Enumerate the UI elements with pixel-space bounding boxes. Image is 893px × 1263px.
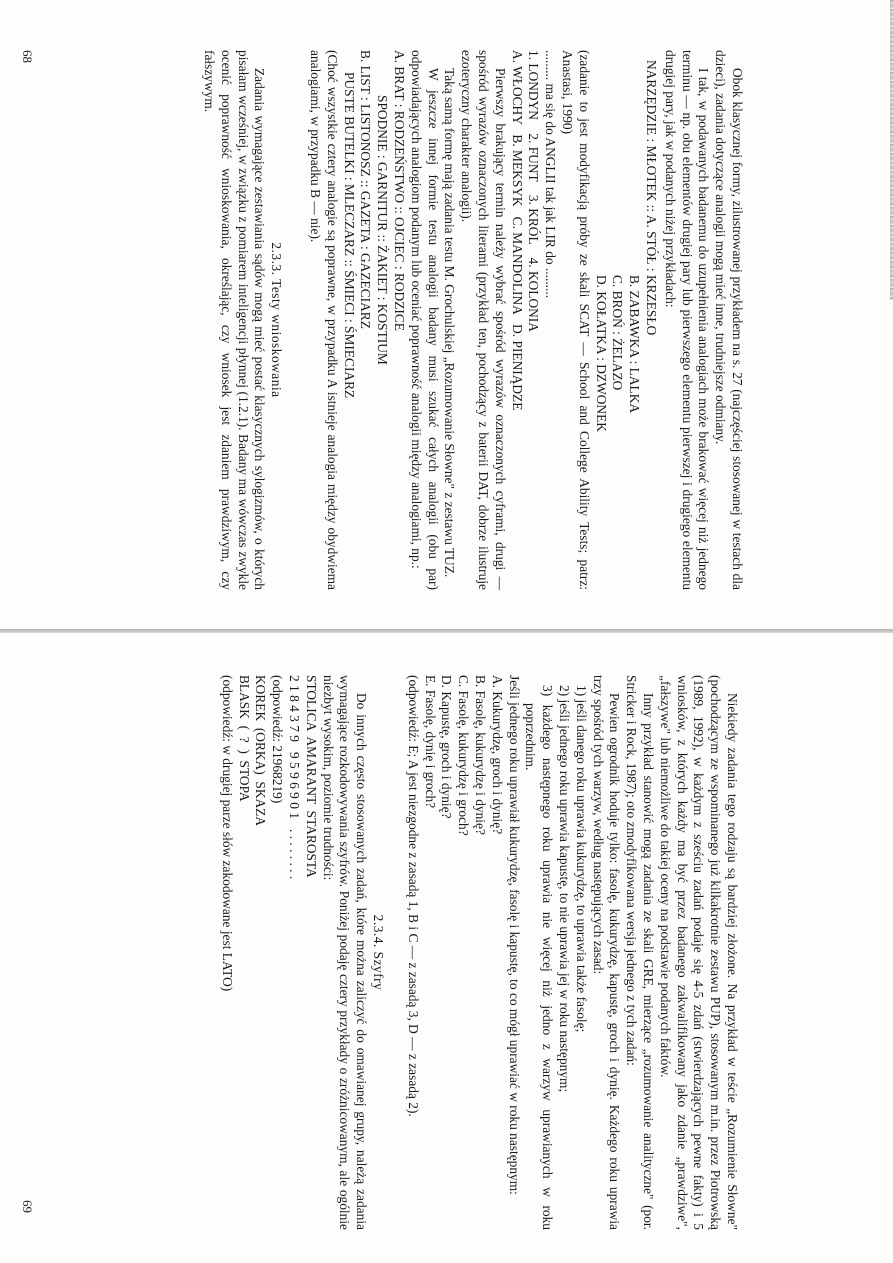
paragraph: Pierwszy brakujący termin należy wybrać spośród wyrazów oznaczonych cyframi, drugi — spośród wyrazów oznaczonych literami (przykład ten, pochodzący z baterii DAT, dobrze ilustruje ezoteryczny charakter analogii). bbox=[459, 50, 508, 590]
code-line: (odpowiedź: 21968219) bbox=[270, 675, 286, 804]
paragraph: Pewien ogrodnik hoduje tylko: fasolę, kukurydzę, kapustę, groch i dynię. Każdego roku uprawia trzy spośród tych warzyw, według następujących zasad: bbox=[590, 675, 623, 1230]
paragraph: Do innych często stosowanych zadań, które można zaliczyć do omawianej grupy, należą zadania wymagające rozkodowywania szyfrów. Poniżej podaję cztery przykłady o zróżnicowanym, ale ogólnie niezbyt wysokim, poziomie trudności: bbox=[320, 675, 370, 1230]
list-item: 3) każdego następnego roku uprawia nie więcej niż jedno z warzyw uprawianych w roku poprzednim. bbox=[523, 685, 556, 1230]
option: B. Fasolę, kukurydzę i dynię? bbox=[473, 675, 489, 835]
example-line: SPODNIE : GARNITUR :: ŻAKIET : KOSTIUM bbox=[375, 95, 391, 365]
option: C. Fasolę, kukurydzę i groch? bbox=[456, 675, 472, 836]
answer-note: (odpowiedź: E; A jest niezgodne z zasadą 1, B i C — z zasadą 3, D — z zasadą 2). bbox=[405, 675, 421, 1117]
question: Jeśli jednego roku uprawiał kukurydzę, fasolę i kapustę, to co mógł uprawiać w roku następnym: bbox=[506, 675, 522, 1195]
rules-list bbox=[522, 675, 589, 1230]
code-line: (odpowiedź: w drugiej parze słów zakodowane jest LATO) bbox=[219, 675, 235, 992]
left-page-text bbox=[200, 50, 745, 590]
example-note: (zadanie to jest modyfikacją próby ze skali SCAT — School and College Ability Tests; patrz: Anastasi, 1990) bbox=[560, 50, 592, 590]
paragraph: W jeszcze innej formie testu analogii badany musi szukać całych analogii (obu par) odpowiadających analogiom podanym lub oceniać poprawność analogii między analogiami, np.: bbox=[408, 50, 441, 590]
example-line: PUSTE BUTELKI : MLECZARZ :: ŚMIECI : ŚMIECIARZ bbox=[341, 72, 357, 399]
list-item: 2) jeśli jednego roku uprawia kapustę, to nie uprawia jej w roku następnym; bbox=[557, 685, 573, 1093]
example-line: A. BRAT : RODZEŃSTWO :: OJCIEC : RODZICE bbox=[392, 50, 408, 331]
section-heading: 2.3.4. Szyfry bbox=[371, 914, 387, 991]
example-stem: ......... ma się do ANGLII tak jak LIR do ......... bbox=[543, 50, 559, 299]
example-line: C. BROŃ : ŻELAZO bbox=[610, 275, 626, 391]
book-gutter bbox=[0, 629, 893, 633]
example-line: B. ZABAWKA : LALKA bbox=[627, 275, 643, 414]
option: E. Fasolę, dynię i groch? bbox=[422, 675, 438, 809]
example-row: A. WŁOCHY B. MEKSYK C. MANDOLINA D. PIENIĄDZE bbox=[509, 50, 525, 411]
code-line: KOREK (ORKA) SKAZA bbox=[253, 675, 269, 827]
option: D. Kapustę, groch i dynię? bbox=[439, 675, 455, 819]
page-number-left: 68 bbox=[20, 50, 35, 63]
paragraph: Zadania wymagające zestawiania sądów mogą mieć postać klasycznych sylogizmów, o których pisałam wcześniej, w związku z pomiarem inteligencji płynnej (1.2.1). Badany ma wówczas zwykle ocenić poprawność wnioskowania, określając, czy wniosek jest zdaniem prawdziwym, czy fałszywym. bbox=[202, 50, 268, 590]
example-line: D. KOŁATKA : DZWONEK bbox=[593, 275, 609, 432]
right-page-text bbox=[218, 675, 740, 1230]
code-line: 2 1 8 4 3 7 9 9 5 9 6 9 0 1 . . . . . . . . bbox=[287, 675, 303, 880]
paragraph: Obok klasycznej formy, zilustrowanej przykładem na s. 27 (najczęściej stosowanej w testach dla dzieci), zadania dotyczące analogii mogą mieć inne, trudniejsze odmiany. bbox=[713, 50, 745, 590]
example-line: B. LIST : LISTONOSZ :: GAZETA : GAZECIARZ bbox=[358, 50, 374, 329]
code-line: STOLICA AMARANT STAROSTA bbox=[303, 675, 319, 878]
example-row: 1. LONDYN 2. FUNT 3. KRÓL 4. KOLONIA bbox=[526, 50, 542, 332]
example-note: (Choć wszystkie cztery analogie są poprawne, w przypadku A istnieje analogia między obydwiema analogiami, w przypadku B — nie). bbox=[308, 50, 340, 590]
list-item: 1) jeśli danego roku uprawia kukurydzę, to uprawia także fasolę; bbox=[573, 685, 589, 1033]
paragraph: Taką samą formę mają zadania testu M. Grochulskiej „Rozumowanie Słowne" z zestawu TUZ. bbox=[442, 68, 458, 578]
example-line: NARZĘDZIE : MŁOTEK :: A. STÓŁ : KRZESŁO bbox=[644, 60, 660, 336]
code-line: BLASK ( ? ) STOPA bbox=[236, 675, 252, 802]
paragraph: Inny przykład stanowić mogą zadania ze skali GRE, mierzące „rozumowanie analityczne" (por. Stricker i Rock, 1987); oto zmodyfikowana wersja jednego z tych zadań: bbox=[624, 675, 657, 1230]
paragraph: Niekiedy zadania tego rodzaju są bardziej złożone. Na przykład w teście „Rozumienie Słowne" (pochodzącym ze wspominanego już kilkakrotnie zestawu PUP), stosowanym m.in. przez Piotrowską (1989, 1992), w każdym z sześciu zadań podaje się 4-5 zdań (stwierdzających pewne fakty) i 5 wniosków, z których każdy ma być przez badanego zakwalifikowany jako zdanie „prawdziwe", „fałszywe" lub niemożliwe do takiej oceny na podstawie podanych faktów. bbox=[657, 675, 740, 1230]
option: A. Kukurydzę, groch i dynię? bbox=[489, 675, 505, 835]
paragraph: I tak, w podawanych badanemu do uzupełnienia analogiach może brakować więcej niż jednego terminu — np. obu elementów drugiej pary lub pierwszego elementu pierwszej i drugiego elementu drugiej pary, jak w podanych niżej przykładach: bbox=[662, 50, 712, 590]
section-heading: 2.3.3. Testy wnioskowania bbox=[269, 242, 285, 398]
example-tools bbox=[592, 60, 659, 590]
page-number-right: 69 bbox=[20, 1200, 35, 1213]
